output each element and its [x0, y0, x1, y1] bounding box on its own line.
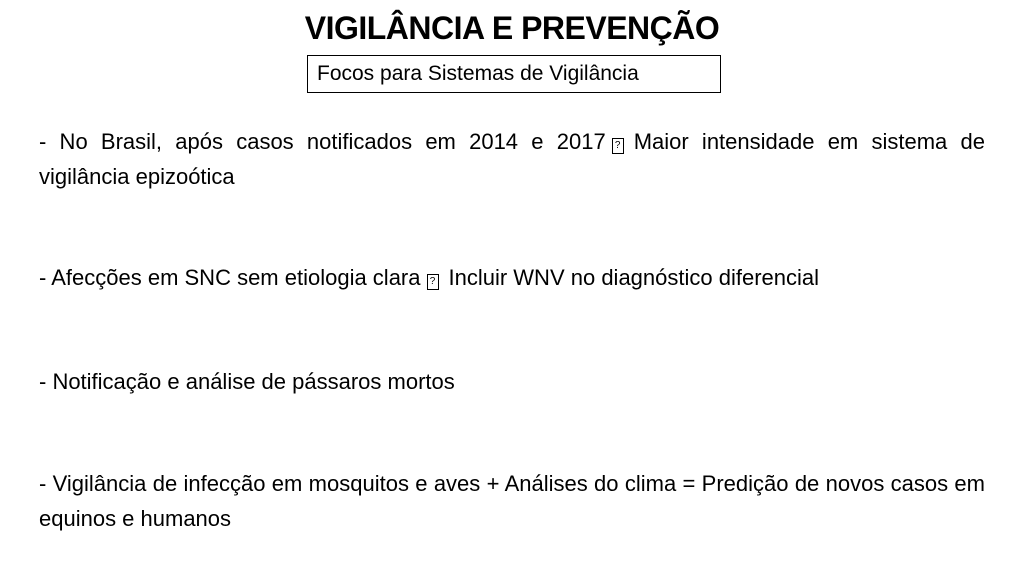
bullet-passaros-text: - Notificação e análise de pássaros mortos [39, 369, 455, 394]
subtitle-box [307, 55, 721, 93]
bullet-passaros [39, 364, 985, 399]
subtitle-text: Focos para Sistemas de Vigilância [317, 62, 639, 85]
bullet-snc-lead: - Afecções em SNC sem etiologia clara [39, 265, 421, 290]
bullet-brasil [39, 124, 985, 194]
arrow-icon: ? [427, 274, 439, 290]
arrow-icon: ? [612, 138, 624, 154]
bullet-snc [39, 260, 985, 295]
bullet-vigilancia [39, 466, 985, 536]
bullet-brasil-result: Maior intensidade em sistema de vigilância epizoótica [39, 129, 985, 189]
bullet-snc-result: Incluir WNV no diagnóstico diferencial [448, 265, 820, 290]
bullet-vigilancia-text: - Vigilância de infecção em mosquitos e aves + Análises do clima = Predição de novos casos em equinos e humanos [39, 471, 985, 531]
bullet-brasil-lead: - No Brasil, após casos notificados em 2014 e 2017 [39, 129, 606, 154]
slide-title: VIGILÂNCIA E PREVENÇÃO [304, 10, 720, 46]
